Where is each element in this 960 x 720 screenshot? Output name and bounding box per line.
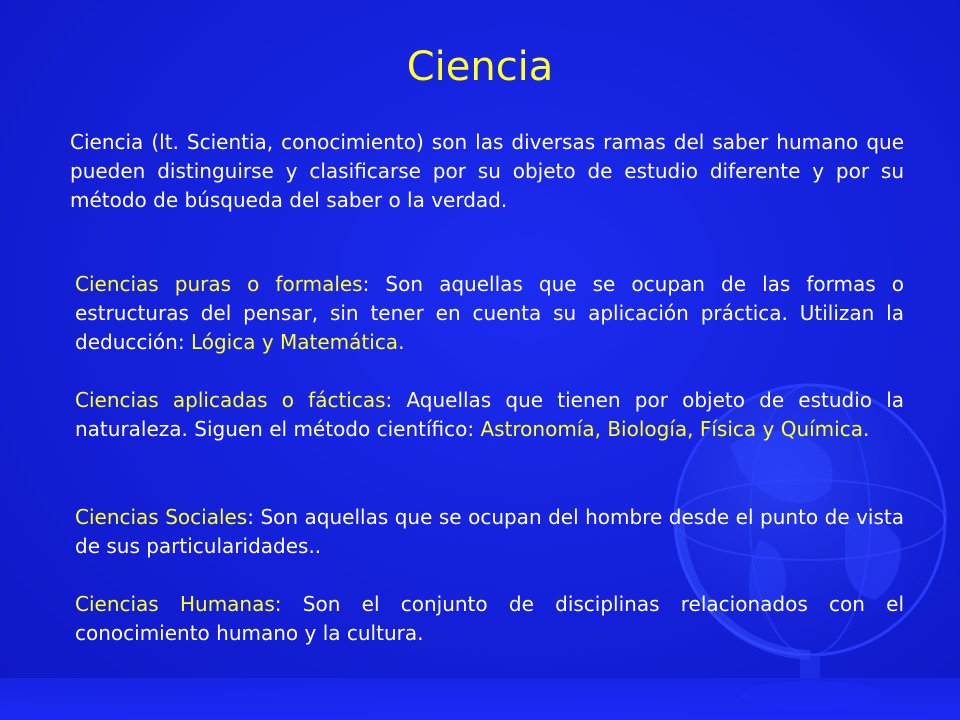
bottom-band — [0, 678, 960, 720]
intro-paragraph: Ciencia (lt. Scientia, conocimiento) son las diversas ramas del saber humano que pueden distinguirse y clasificarse por su objeto de estudio diferente y por su método de búsqueda del saber o la verdad. — [70, 130, 904, 212]
slide-title: Ciencia — [406, 44, 554, 90]
section-examples: Astronomía, Biología, Física y Química — [480, 417, 863, 441]
section-body: : Son el conjunto de disciplinas relacionados con el conocimiento humano y la cultura. — [75, 592, 904, 645]
section-body: : Son aquellas que se ocupan de las formas o estructuras del pensar, sin tener en cuenta su aplicación práctica. Utilizan la deducción: — [75, 272, 904, 354]
section-puras — [75, 270, 904, 357]
section-aplicadas — [75, 386, 904, 444]
section-term: Ciencias Humanas — [75, 592, 275, 616]
section-humanas — [75, 590, 904, 648]
section-term: Ciencias aplicadas o fácticas — [75, 388, 386, 412]
section-body: : Aquellas que tienen por objeto de estudio la naturaleza. Siguen el método científico: — [75, 388, 905, 441]
section-sociales — [75, 503, 904, 561]
section-examples: Lógica y Matemática — [190, 330, 399, 354]
section-tail: . — [398, 330, 405, 354]
section-term: Ciencias puras o formales — [75, 272, 363, 296]
section-term: Ciencias Sociales — [75, 505, 248, 529]
section-body: : Son aquellas que se ocupan del hombre desde el punto de vista de sus particularidades.. — [75, 505, 905, 558]
section-tail: . — [862, 417, 870, 441]
